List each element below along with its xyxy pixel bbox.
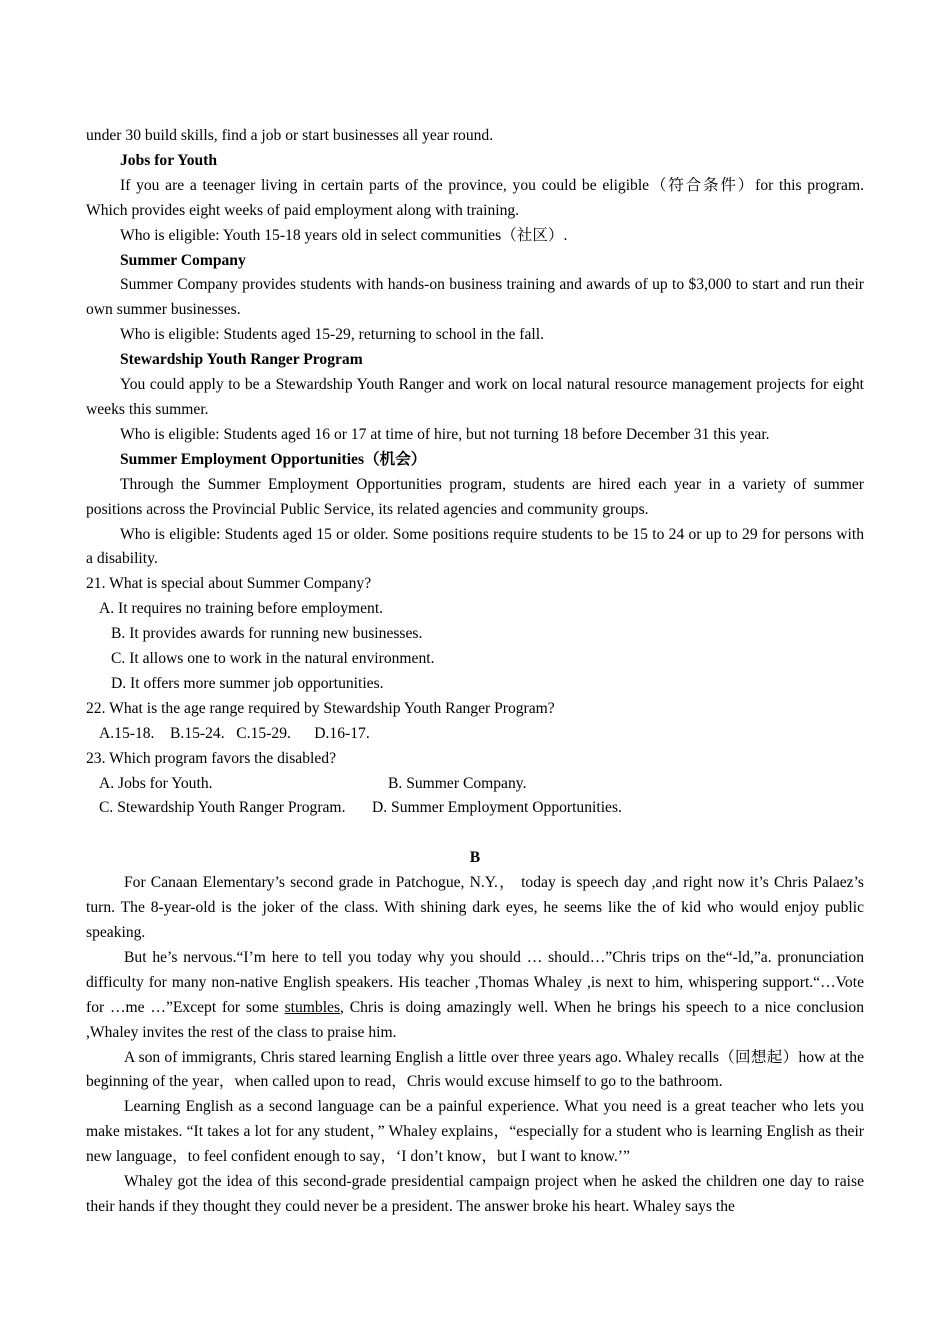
program-description-summer-employment: Through the Summer Employment Opportunities program, students are hired each year in a variety of summer positions across the Provincial Public Service, its related agencies and community groups. [86, 475, 864, 518]
question-23-option-b: B. Summer Company. [388, 774, 527, 792]
paragraph-2-text-after: , Chris is doing amazingly well. When he brings his speech to a nice conclusion ,Whaley invites the rest of the class to praise him. [86, 998, 864, 1041]
document-page [86, 124, 864, 1220]
section-spacer [86, 821, 864, 846]
question-23-option-c: C. Stewardship Youth Ranger Program. [99, 799, 346, 817]
program-title-stewardship: Stewardship Youth Ranger Program [120, 351, 363, 369]
question-21-option-a: A. It requires no training before employment. [99, 600, 384, 618]
question-21-option-b: B. It provides awards for running new businesses. [111, 625, 423, 643]
program-description-jobs-for-youth: If you are a teenager living in certain parts of the province, you could be eligible（符合条件）for this program. Which provides eight weeks of paid employment along with training. [86, 176, 864, 219]
question-21-stem: 21. What is special about Summer Company? [86, 575, 372, 593]
program-description-summer-company: Summer Company provides students with hands-on business training and awards of up to $3,000 to start and run their own summer businesses. [86, 276, 864, 319]
passage-b-paragraph-1: For Canaan Elementary’s second grade in Patchogue, N.Y.， today is speech day ,and right now it’s Chris Palaez’s turn. The 8-year-old is the joker of the class. With shining dark eyes, he seems like the of kid who would enjoy public speaking. [86, 874, 864, 941]
question-23-option-a: A. Jobs for Youth. [99, 774, 213, 792]
program-description-stewardship: You could apply to be a Stewardship Youth Ranger and work on local natural resource management projects for eight weeks this summer. [86, 376, 864, 418]
program-title-summer-employment: Summer Employment Opportunities（机会） [120, 450, 427, 468]
program-title-jobs-for-youth: Jobs for Youth [120, 151, 218, 169]
question-21-option-d: D. It offers more summer job opportunities. [111, 674, 384, 692]
passage-b-paragraph-5: Whaley got the idea of this second-grade presidential campaign project when he asked the children one day to raise their hands if they thought they could never be a president. The answer broke his heart. Whaley says the [86, 1173, 864, 1215]
question-21-option-c: C. It allows one to work in the natural environment. [111, 650, 435, 668]
passage-b-paragraph-4: Learning English as a second language can be a painful experience. What you need is a great teacher who lets you make mistakes. “It takes a lot for any student，” Whaley explains，“especially for a student who is learning English as their new language，to feel confident enough to say，‘I don’t know，but I want to know.’” [86, 1098, 864, 1166]
paragraph-2-text-before: But he’s nervous.“I’m here to tell you today why you should … should…”Chris trips on the“-ld,”a. pronunciation difficulty for many non-native English speakers. His teacher ,Thomas Whaley ,is next to him, whispering support.“…Vote for …me …”Except for some [86, 948, 864, 1016]
question-23-option-d: D. Summer Employment Opportunities. [372, 799, 622, 817]
question-22-stem: 22. What is the age range required by Stewardship Youth Ranger Program? [86, 699, 555, 717]
program-eligibility-jobs-for-youth: Who is eligible: Youth 15-18 years old in select communities（社区）. [120, 226, 568, 244]
question-23-stem: 23. Which program favors the disabled? [86, 749, 337, 767]
intro-tail: under 30 build skills, find a job or start businesses all year round. [86, 127, 494, 144]
passage-b-paragraph-2 [86, 946, 864, 1046]
question-23-row-2 [86, 796, 864, 821]
question-23-row-1 [86, 772, 864, 797]
underlined-word-stumbles: stumbles [284, 998, 341, 1016]
program-eligibility-summer-employment: Who is eligible: Students aged 15 or older. Some positions require students to be 15 to 24 or up to 29 for persons with a disability. [86, 525, 864, 568]
passage-b-paragraph-3: A son of immigrants, Chris stared learning English a little over three years ago. Whaley recalls（回想起）how at the beginning of the year，when called upon to read，Chris would excuse himself to go to the bathroom. [86, 1048, 864, 1091]
program-eligibility-summer-company: Who is eligible: Students aged 15-29, returning to school in the fall. [120, 326, 544, 344]
question-22-options: A.15-18. B.15-24. C.15-29. D.16-17. [99, 724, 370, 742]
program-title-summer-company: Summer Company [120, 251, 246, 269]
section-b-heading: B [469, 849, 481, 867]
program-eligibility-stewardship: Who is eligible: Students aged 16 or 17 at time of hire, but not turning 18 before December 31 this year. [120, 425, 770, 443]
